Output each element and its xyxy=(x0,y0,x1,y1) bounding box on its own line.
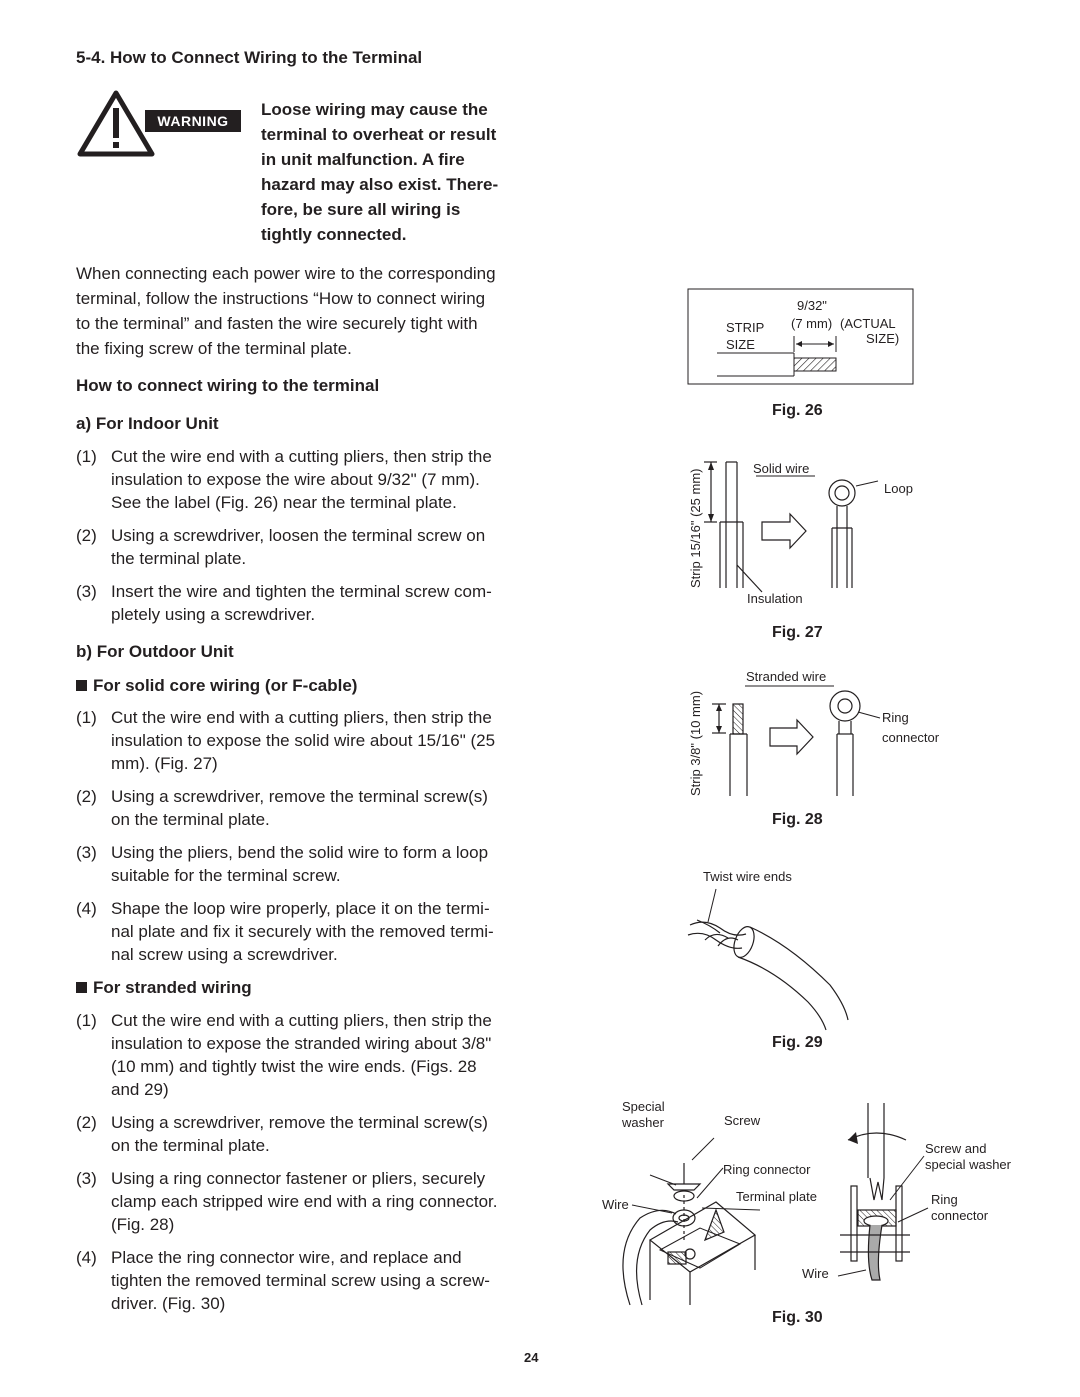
square-bullet-icon xyxy=(76,982,87,993)
step-line: Using a ring connector fastener or pliers, securely xyxy=(111,1169,486,1188)
step-line: Insert the wire and tighten the terminal screw com- xyxy=(111,582,492,601)
step-number: (2) xyxy=(76,526,97,545)
step-line: See the label (Fig. 26) near the terminal plate. xyxy=(111,493,457,512)
warning-text-line: Loose wiring may cause the xyxy=(261,100,488,119)
fig28-stranded-wire-drawing xyxy=(712,686,880,796)
intro-line: terminal, follow the instructions “How to connect wiring xyxy=(76,289,486,308)
section-title: 5-4. How to Connect Wiring to the Terminal xyxy=(76,48,423,67)
step-number: (1) xyxy=(76,708,97,727)
fig28-strip-label: Strip 3/8" (10 mm) xyxy=(688,690,703,796)
how-to-heading: How to connect wiring to the terminal xyxy=(76,376,380,395)
step-number: (3) xyxy=(76,582,97,601)
fig30-screw-label: Screw xyxy=(724,1113,761,1128)
step-line: insulation to expose the stranded wiring about 3/8" xyxy=(111,1034,492,1053)
step-line: Cut the wire end with a cutting pliers, then strip the xyxy=(111,447,492,466)
step-line: on the terminal plate. xyxy=(111,810,270,829)
fig30-terminal-plate-label: Terminal plate xyxy=(736,1189,817,1204)
step-line: nal plate and fix it securely with the removed termi- xyxy=(111,922,494,941)
step-line: tighten the removed terminal screw using a screw- xyxy=(111,1271,490,1290)
fig30-screw-and-label: Screw and xyxy=(925,1141,987,1156)
warning-text-line: in unit malfunction. A fire xyxy=(261,150,465,169)
step-number: (4) xyxy=(76,1248,97,1267)
step-line: Using a screwdriver, loosen the terminal screw on xyxy=(111,526,486,545)
step-line: and 29) xyxy=(111,1080,169,1099)
step-line: Cut the wire end with a cutting pliers, then strip the xyxy=(111,1011,492,1030)
warning-badge: WARNING xyxy=(145,110,241,132)
fig30-wire-left-label: Wire xyxy=(602,1197,629,1212)
step-line: Using a screwdriver, remove the terminal screw(s) xyxy=(111,1113,488,1132)
fig26-dim-inch: 9/32" xyxy=(797,298,827,313)
fig27-solid-wire-label: Solid wire xyxy=(753,461,810,476)
fig30-ring-label: Ring xyxy=(931,1192,958,1207)
outdoor-heading: b) For Outdoor Unit xyxy=(76,642,234,661)
fig27-loop-label: Loop xyxy=(884,481,913,496)
warning-text-line: hazard may also exist. There- xyxy=(261,175,499,194)
fig30-special-washer-label: special washer xyxy=(925,1157,1011,1172)
fig28-connector-label: connector xyxy=(882,730,940,745)
intro-line: When connecting each power wire to the corresponding xyxy=(76,264,496,283)
fig29-twist-label: Twist wire ends xyxy=(703,869,792,884)
fig28-ring-label: Ring xyxy=(882,710,909,725)
step-line: (10 mm) and tightly twist the wire ends. (Figs. 28 xyxy=(111,1057,477,1076)
intro-line: to the terminal” and fasten the wire securely tight with xyxy=(76,314,478,333)
step-number: (4) xyxy=(76,899,97,918)
step-line: nal screw using a screwdriver. xyxy=(111,945,338,964)
stranded-heading xyxy=(76,978,252,998)
step-line: Place the ring connector wire, and replace and xyxy=(111,1248,462,1267)
step-number: (2) xyxy=(76,1113,97,1132)
fig30-ring-connector-label: Ring connector xyxy=(723,1162,811,1177)
page-number: 24 xyxy=(524,1350,539,1365)
step-number: (1) xyxy=(76,447,97,466)
step-line: on the terminal plate. xyxy=(111,1136,270,1155)
fig26-actual-size-text: SIZE) xyxy=(866,331,900,346)
step-line: clamp each stripped wire end with a ring connector. xyxy=(111,1192,498,1211)
step-line: insulation to expose the solid wire about 15/16" (25 xyxy=(111,731,496,750)
step-number: (2) xyxy=(76,787,97,806)
fig30-wire-bottom-label: Wire xyxy=(802,1266,829,1281)
fig30-terminal-drawing xyxy=(623,1103,928,1305)
fig27-strip-label: Strip 15/16" (25 mm) xyxy=(688,468,703,588)
fig30-special-label: Special xyxy=(622,1099,665,1114)
fig27-solid-wire-drawing xyxy=(704,462,878,592)
step-line: (Fig. 28) xyxy=(111,1215,175,1234)
fig29-twist-drawing xyxy=(688,889,848,1030)
warning-text-line: tightly connected. xyxy=(261,225,407,244)
step-line: Using a screwdriver, remove the terminal screw(s) xyxy=(111,787,488,806)
fig30-caption: Fig. 30 xyxy=(772,1309,823,1326)
warning-text-line: fore, be sure all wiring is xyxy=(261,200,461,219)
solid-core-heading-text: For solid core wiring (or F-cable) xyxy=(93,676,358,695)
step-number: (1) xyxy=(76,1011,97,1030)
fig26-actual-text: (ACTUAL xyxy=(840,316,896,331)
fig29-caption: Fig. 29 xyxy=(772,1034,823,1051)
step-line: mm). (Fig. 27) xyxy=(111,754,218,773)
fig28-caption: Fig. 28 xyxy=(772,811,823,828)
indoor-heading: a) For Indoor Unit xyxy=(76,414,219,433)
fig26-size-text: SIZE xyxy=(726,337,755,352)
square-bullet-icon xyxy=(76,680,87,691)
fig26-caption: Fig. 26 xyxy=(772,402,823,419)
fig26-dim-mm: (7 mm) xyxy=(791,316,833,331)
step-line: the terminal plate. xyxy=(111,549,247,568)
step-line: Using the pliers, bend the solid wire to form a loop xyxy=(111,843,489,862)
fig26-strip-text: STRIP xyxy=(726,320,765,335)
step-number: (3) xyxy=(76,843,97,862)
fig30-connector-label: connector xyxy=(931,1208,989,1223)
warning-text-line: terminal to overheat or result xyxy=(261,125,497,144)
fig30-washer-label: washer xyxy=(622,1115,664,1130)
fig28-stranded-wire-label: Stranded wire xyxy=(746,669,827,684)
stranded-heading-text: For stranded wiring xyxy=(93,978,252,997)
step-number: (3) xyxy=(76,1169,97,1188)
fig27-caption: Fig. 27 xyxy=(772,624,823,641)
step-line: suitable for the terminal screw. xyxy=(111,866,341,885)
solid-core-heading xyxy=(76,676,357,696)
step-line: Shape the loop wire properly, place it on the termi- xyxy=(111,899,490,918)
step-line: insulation to expose the wire about 9/32" (7 mm). xyxy=(111,470,480,489)
step-line: Cut the wire end with a cutting pliers, then strip the xyxy=(111,708,492,727)
fig27-insulation-label: Insulation xyxy=(747,591,803,606)
step-line: pletely using a screwdriver. xyxy=(111,605,316,624)
intro-line: the fixing screw of the terminal plate. xyxy=(76,339,352,358)
step-line: driver. (Fig. 30) xyxy=(111,1294,226,1313)
